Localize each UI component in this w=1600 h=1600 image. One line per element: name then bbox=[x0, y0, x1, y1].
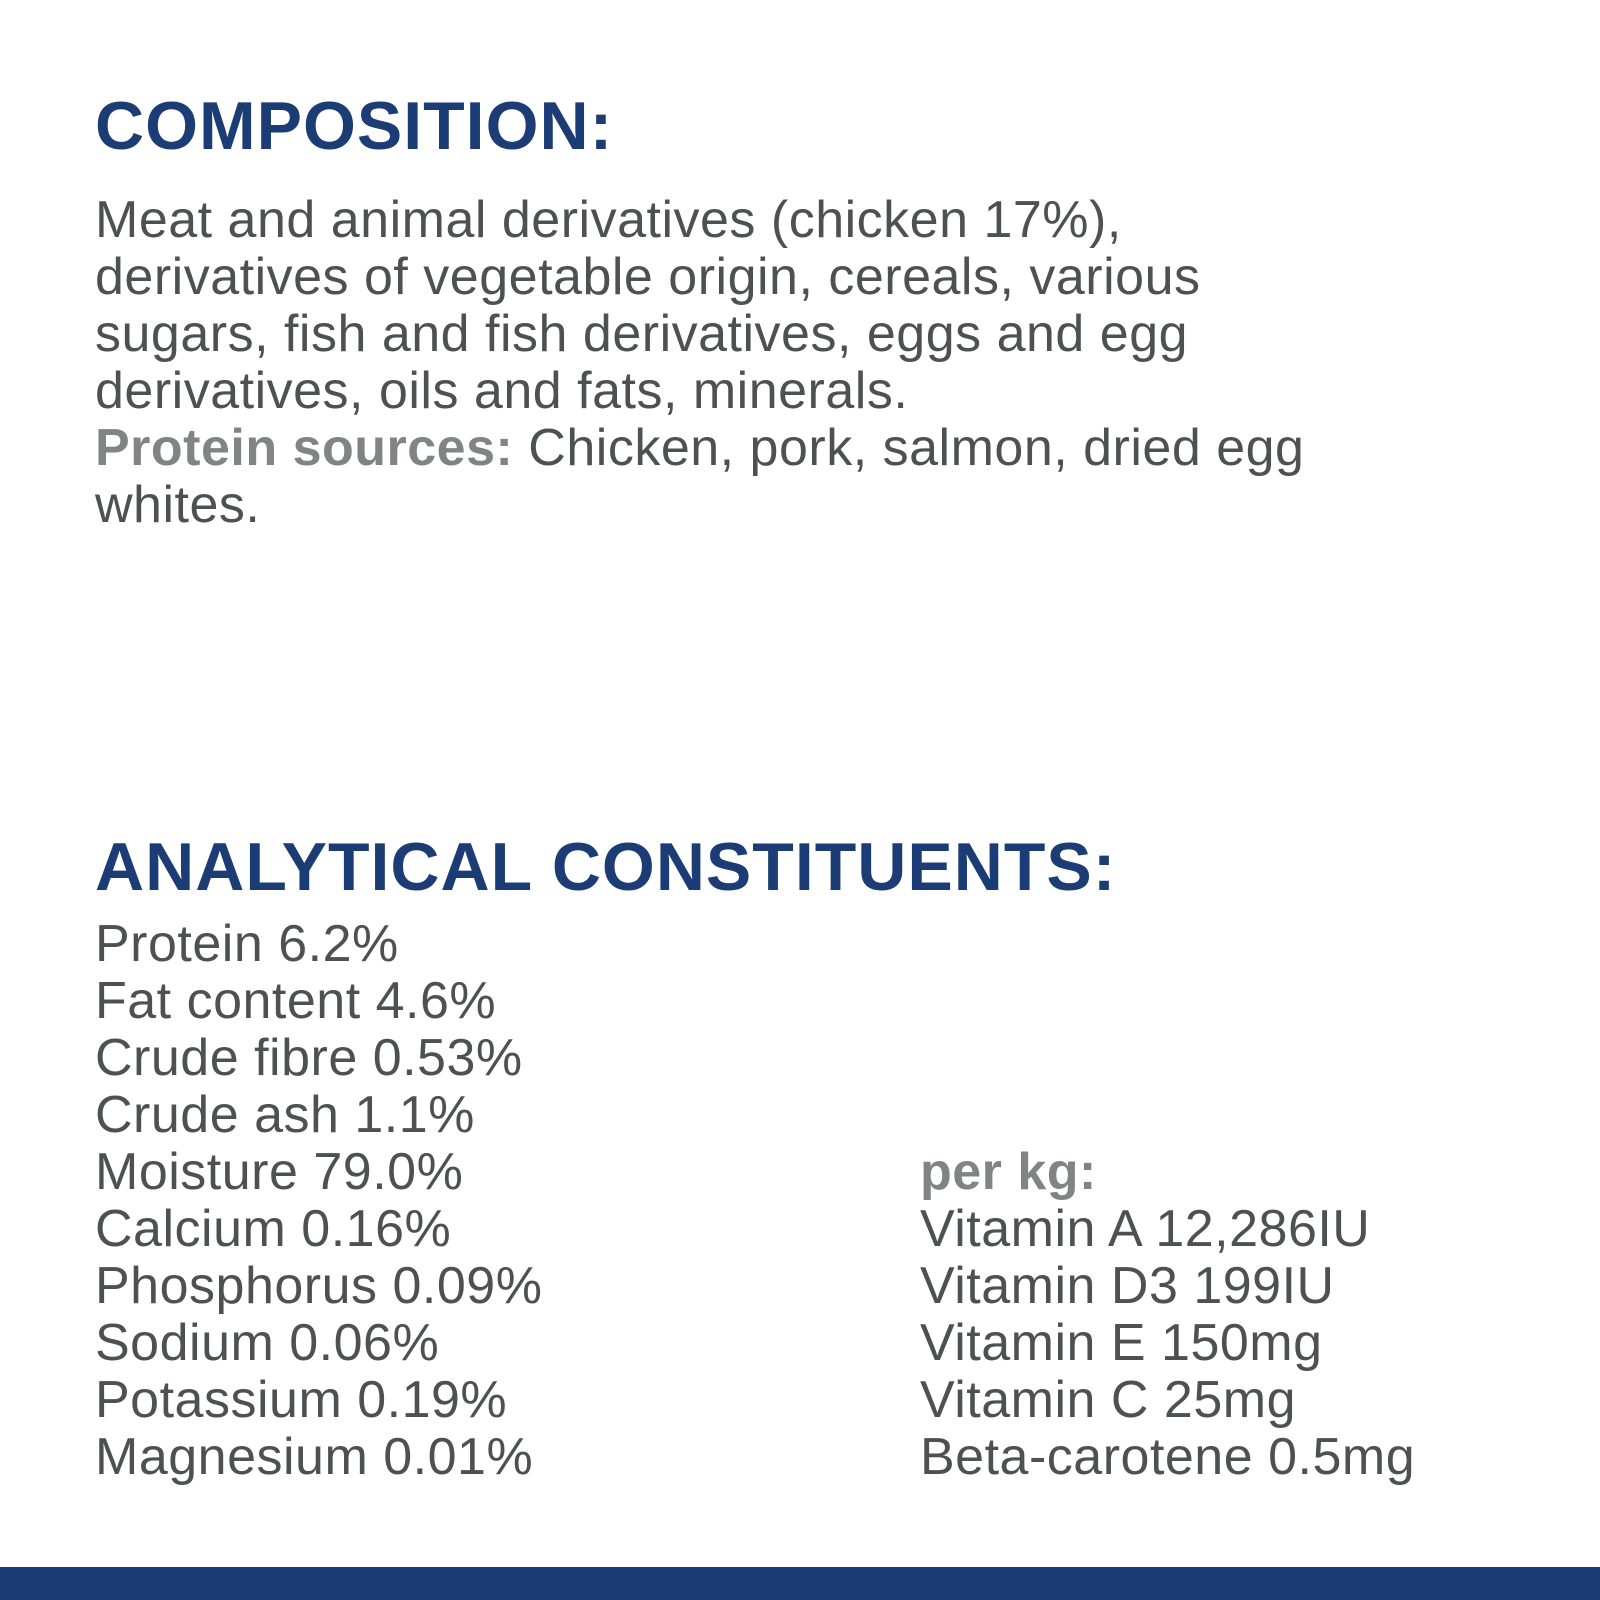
vitamin-name: Vitamin E bbox=[920, 1314, 1147, 1372]
protein-sources-label: Protein sources: bbox=[95, 419, 514, 477]
composition-line: sugars, fish and fish derivatives, eggs and egg bbox=[95, 305, 1189, 363]
nutrient-row bbox=[95, 1087, 542, 1144]
vitamin-value: 199IU bbox=[1193, 1257, 1335, 1315]
analytical-heading: ANALYTICAL CONSTITUENTS: bbox=[95, 829, 1117, 905]
vitamin-name: Vitamin C bbox=[920, 1371, 1149, 1429]
nutrient-row bbox=[95, 1030, 542, 1087]
composition-heading: COMPOSITION: bbox=[95, 88, 614, 164]
protein-sources-line bbox=[95, 420, 1540, 477]
vitamin-row bbox=[920, 1315, 1415, 1372]
per-kg-label: per kg: bbox=[920, 1143, 1097, 1201]
per-kg-column bbox=[920, 1144, 1415, 1486]
nutrient-row bbox=[95, 916, 542, 973]
vitamin-value: 150mg bbox=[1161, 1314, 1323, 1372]
nutrient-name: Crude fibre bbox=[95, 1029, 358, 1087]
composition-line: derivatives of vegetable origin, cereals, various bbox=[95, 248, 1201, 306]
vitamin-row bbox=[920, 1258, 1415, 1315]
nutrient-name: Phosphorus bbox=[95, 1257, 378, 1315]
nutrient-row bbox=[95, 1201, 542, 1258]
nutrient-name: Magnesium bbox=[95, 1428, 369, 1486]
vitamin-value: 25mg bbox=[1163, 1371, 1296, 1429]
nutrient-name: Sodium bbox=[95, 1314, 275, 1372]
nutrient-value: 0.53% bbox=[372, 1029, 523, 1087]
nutrient-value: 0.06% bbox=[289, 1314, 440, 1372]
vitamin-row bbox=[920, 1201, 1415, 1258]
composition-line: Meat and animal derivatives (chicken 17%), bbox=[95, 191, 1122, 249]
protein-sources-text: Chicken, pork, salmon, dried egg bbox=[528, 419, 1305, 477]
nutrient-name: Potassium bbox=[95, 1371, 343, 1429]
nutrient-list bbox=[95, 916, 542, 1486]
vitamin-value: 12,286IU bbox=[1155, 1200, 1371, 1258]
nutrient-value: 6.2% bbox=[278, 915, 399, 973]
nutrient-name: Protein bbox=[95, 915, 264, 973]
nutrient-name: Moisture bbox=[95, 1143, 299, 1201]
vitamin-row bbox=[920, 1372, 1415, 1429]
vitamin-name: Vitamin A bbox=[920, 1200, 1141, 1258]
nutrient-name: Fat content bbox=[95, 972, 361, 1030]
nutrient-row bbox=[95, 1372, 542, 1429]
nutrient-row bbox=[95, 1429, 542, 1486]
nutrient-value: 0.19% bbox=[357, 1371, 508, 1429]
vitamin-name: Beta-carotene bbox=[920, 1428, 1254, 1486]
nutrient-name: Calcium bbox=[95, 1200, 287, 1258]
nutrient-row bbox=[95, 1315, 542, 1372]
nutrient-value: 0.16% bbox=[301, 1200, 452, 1258]
nutrient-row bbox=[95, 973, 542, 1030]
nutrient-row bbox=[95, 1258, 542, 1315]
vitamin-value: 0.5mg bbox=[1268, 1428, 1416, 1486]
protein-sources-line: whites. bbox=[95, 476, 261, 534]
vitamin-row bbox=[920, 1429, 1415, 1486]
vitamin-name: Vitamin D3 bbox=[920, 1257, 1179, 1315]
composition-line: derivatives, oils and fats, minerals. bbox=[95, 362, 909, 420]
composition-paragraph bbox=[95, 192, 1540, 534]
nutrient-value: 79.0% bbox=[313, 1143, 464, 1201]
nutrient-value: 0.09% bbox=[392, 1257, 543, 1315]
nutrient-name: Crude ash bbox=[95, 1086, 340, 1144]
nutrient-row bbox=[95, 1144, 542, 1201]
nutrient-value: 1.1% bbox=[354, 1086, 475, 1144]
nutrient-value: 0.01% bbox=[383, 1428, 534, 1486]
nutrient-value: 4.6% bbox=[375, 972, 497, 1030]
footer-accent-bar bbox=[0, 1567, 1600, 1600]
